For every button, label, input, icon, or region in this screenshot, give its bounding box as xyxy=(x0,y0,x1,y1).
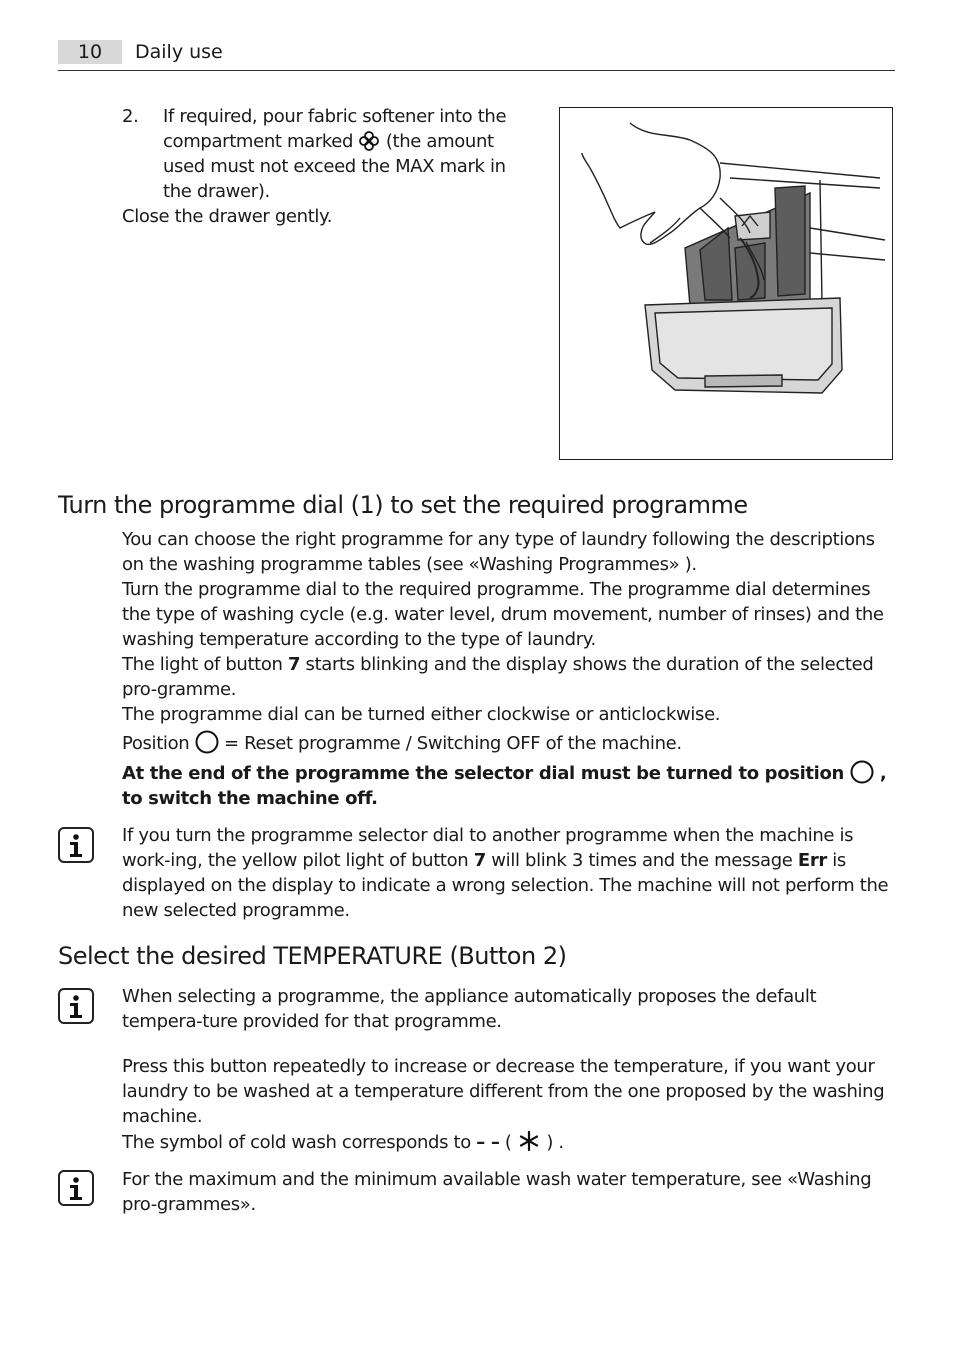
button-number: 7 xyxy=(473,850,486,871)
flower-symbol-icon xyxy=(358,130,380,152)
section-heading-temperature: Select the desired TEMPERATURE (Button 2) xyxy=(58,942,567,970)
info-icon xyxy=(58,988,94,1024)
paragraph: You can choose the right programme for any type of laundry following the descriptions on the washing programme tables (see «Washing Programmes» ). xyxy=(122,529,875,575)
info-note-default-temperature: When selecting a programme, the appliance automatically proposes the default tempera-ture provided for that programme. xyxy=(122,986,817,1032)
info-note-wrong-selection: If you turn the programme selector dial to another programme when the machine is work-ing, the yellow pilot light of button 7 will blink 3 times and the message Err is displayed on the display to indicate a wrong selection. The machine will not perform the new selected programme. xyxy=(122,825,889,921)
section-heading-programme: Turn the programme dial (1) to set the required programme xyxy=(58,491,748,519)
max-label: MAX xyxy=(395,156,435,177)
step-number: 2. xyxy=(122,106,139,127)
drawer-illustration xyxy=(559,107,893,460)
info-note-temperature-range: For the maximum and the minimum available wash water temperature, see «Washing pro-grammes». xyxy=(122,1169,872,1215)
err-message: Err xyxy=(797,850,827,871)
step-2 xyxy=(122,104,522,204)
paragraph: The programme dial can be turned either clockwise or anticlockwise. xyxy=(122,704,721,725)
section1-body xyxy=(122,527,894,811)
snowflake-icon xyxy=(517,1129,541,1153)
section2-body xyxy=(122,1054,894,1155)
hand-pouring-into-drawer-illustration xyxy=(560,108,892,459)
paragraph: The symbol of cold wash corresponds to – – ( ) . xyxy=(122,1129,894,1155)
paragraph: The light of button 7 starts blinking and the display shows the duration of the selected pro-gramme. xyxy=(122,654,874,700)
section-title: Daily use xyxy=(135,41,223,63)
info-icon xyxy=(58,827,94,863)
header-divider xyxy=(58,70,895,71)
paragraph: Position = Reset programme / Switching OFF of the machine. xyxy=(122,730,894,756)
step-text: If required, pour fabric softener into the compartment marked (the amount used must not exceed the MAX mark in the drawer). xyxy=(163,106,507,202)
info-icon xyxy=(58,1170,94,1206)
warning-paragraph: At the end of the programme the selector dial must be turned to position , to switch the machine off. xyxy=(122,760,894,811)
close-drawer-text: Close the drawer gently. xyxy=(122,206,333,227)
circle-icon xyxy=(195,730,219,754)
page-number: 10 xyxy=(58,40,122,64)
paragraph: Press this button repeatedly to increase or decrease the temperature, if you want your laundry to be washed at a temperature different from the one proposed by the washing machine. xyxy=(122,1056,885,1127)
button-number: 7 xyxy=(287,654,301,675)
circle-icon xyxy=(850,760,874,784)
cold-dashes: – – xyxy=(476,1132,500,1153)
paragraph: Turn the programme dial to the required programme. The programme dial determines the type of washing cycle (e.g. water level, drum movement, number of rinses) and the washing temperature according to the type of laundry. xyxy=(122,579,884,650)
